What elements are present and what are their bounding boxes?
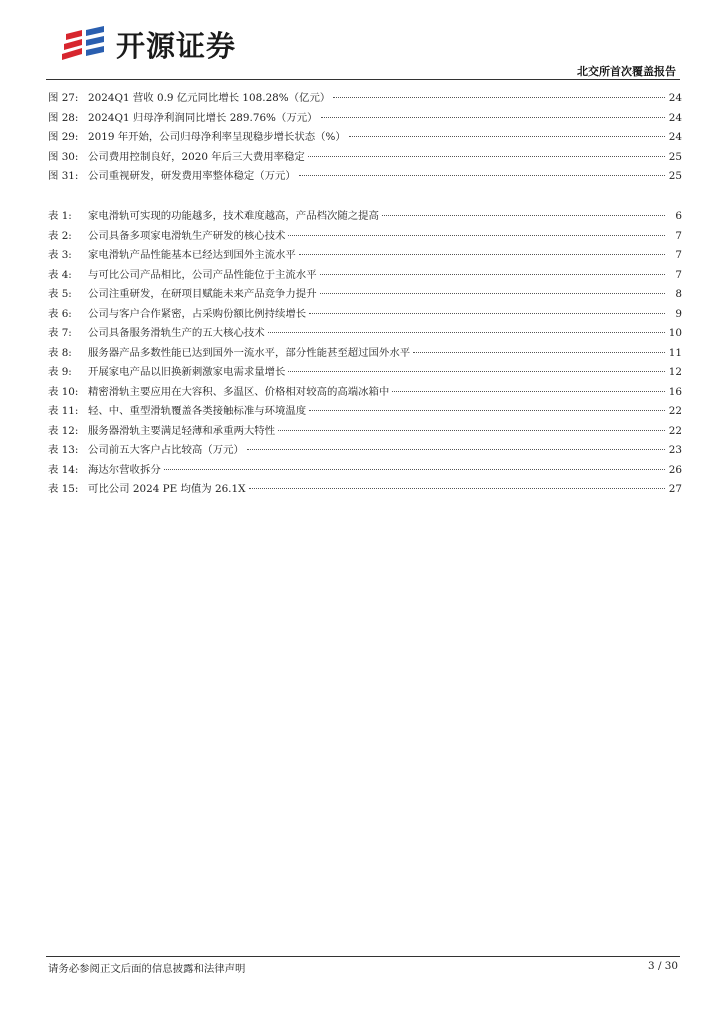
entry-title: 2019 年开始，公司归母净利率呈现稳步增长状态（%） (88, 131, 346, 143)
entry-number: 表 9: (48, 366, 72, 378)
dot-leader (382, 215, 665, 216)
dot-leader (288, 235, 665, 236)
dot-leader (320, 293, 665, 294)
dot-leader (308, 156, 665, 157)
entry-page: 27 (668, 483, 682, 495)
entry-number: 表 14: (48, 463, 79, 476)
toc-entry[interactable] (48, 109, 682, 129)
entry-page: 25 (668, 150, 682, 163)
entry-title: 公司前五大客户占比较高（万元） (88, 444, 244, 456)
entry-number: 图 30: (48, 150, 79, 163)
entry-page: 8 (675, 288, 682, 300)
entry-title: 可比公司 2024 PE 均值为 26.1X (88, 483, 246, 495)
entry-page: 7 (675, 229, 682, 242)
toc-entry[interactable] (48, 344, 682, 364)
dot-leader (247, 449, 665, 450)
dot-leader (320, 274, 665, 275)
toc-entry[interactable] (48, 89, 682, 109)
entry-number: 表 8: (48, 346, 72, 359)
entry-page: 12 (668, 366, 682, 378)
entry-page: 23 (668, 444, 682, 456)
toc-entry[interactable] (48, 305, 682, 325)
brand-mark-icon (60, 24, 112, 64)
entry-title: 公司费用控制良好，2020 年后三大费用率稳定 (88, 150, 305, 163)
dot-leader (268, 332, 665, 333)
entry-title: 公司具备多项家电滑轨生产研发的核心技术 (88, 229, 286, 242)
entry-title: 轻、中、重型滑轨覆盖各类接触标准与环境温度 (88, 405, 307, 417)
dot-leader (299, 254, 665, 255)
toc-entry[interactable] (48, 167, 682, 187)
toc-entry[interactable] (48, 402, 682, 422)
toc-entry[interactable] (48, 266, 682, 286)
dot-leader (288, 371, 665, 372)
entry-number: 图 29: (48, 131, 79, 143)
entry-title: 公司具备服务滑轨生产的五大核心技术 (88, 327, 265, 339)
toc-entry[interactable] (48, 441, 682, 461)
legal-disclaimer: 请务必参阅正文后面的信息披露和法律声明 (48, 963, 246, 975)
entry-page: 7 (675, 268, 682, 281)
entry-page: 24 (668, 92, 682, 104)
entry-page: 24 (668, 111, 682, 124)
entry-number: 表 4: (48, 268, 72, 281)
entry-page: 24 (668, 131, 682, 143)
toc-entry[interactable] (48, 480, 682, 500)
entry-title: 服务器产品多数性能已达到国外一流水平，部分性能甚至超过国外水平 (88, 346, 411, 359)
entry-page: 25 (668, 170, 682, 182)
entry-page: 16 (668, 385, 682, 398)
entry-number: 表 11: (48, 405, 79, 417)
entry-title: 家电滑轨可实现的功能越多，技术难度越高，产品档次随之提高 (88, 210, 379, 222)
report-type: 北交所首次覆盖报告 (577, 65, 676, 78)
header-divider (46, 79, 680, 80)
entry-title: 公司注重研发，在研项目赋能未来产品竞争力提升 (88, 288, 317, 300)
entry-number: 表 7: (48, 327, 72, 339)
entry-number: 表 2: (48, 229, 72, 242)
entry-title: 精密滑轨主要应用在大容积、多温区、价格相对较高的高端冰箱中 (88, 385, 390, 398)
figure-index (48, 89, 682, 187)
entry-title: 海达尔营收拆分 (88, 463, 161, 476)
entry-number: 图 31: (48, 170, 79, 182)
entry-number: 图 27: (48, 92, 79, 104)
toc-entry[interactable] (48, 285, 682, 305)
toc-entry[interactable] (48, 227, 682, 247)
dot-leader (309, 410, 665, 411)
toc-entry[interactable] (48, 207, 682, 227)
entry-title: 服务器滑轨主要满足轻薄和承重两大特性 (88, 424, 276, 437)
entry-number: 表 1: (48, 210, 72, 222)
dot-leader (321, 117, 666, 118)
dot-leader (299, 175, 665, 176)
dot-leader (309, 313, 665, 314)
footer-divider (46, 956, 680, 957)
toc-entry[interactable] (48, 324, 682, 344)
dot-leader (278, 430, 665, 431)
entry-page: 6 (675, 210, 682, 222)
entry-title: 2024Q1 归母净利润同比增长 289.76%（万元） (88, 111, 318, 124)
table-index (48, 207, 682, 500)
dot-leader (249, 488, 666, 489)
entry-page: 11 (668, 346, 682, 359)
entry-title: 公司与客户合作紧密，占采购份额比例持续增长 (88, 307, 307, 320)
entry-number: 表 10: (48, 385, 79, 398)
toc-entry[interactable] (48, 422, 682, 442)
entry-number: 表 15: (48, 483, 79, 495)
entry-page: 9 (675, 307, 682, 320)
entry-number: 表 6: (48, 307, 72, 320)
entry-title: 开展家电产品以旧换新刺激家电需求量增长 (88, 366, 286, 378)
entry-page: 22 (668, 424, 682, 437)
dot-leader (392, 391, 665, 392)
toc-entry[interactable] (48, 461, 682, 481)
entry-number: 表 13: (48, 444, 79, 456)
entry-title: 与可比公司产品相比，公司产品性能位于主流水平 (88, 268, 317, 281)
dot-leader (164, 469, 665, 470)
entry-page: 10 (668, 327, 682, 339)
toc-entry[interactable] (48, 128, 682, 148)
toc-entry[interactable] (48, 148, 682, 168)
entry-number: 表 3: (48, 249, 72, 261)
page-number: 3 / 30 (648, 960, 678, 972)
entry-page: 7 (675, 249, 682, 261)
entry-number: 表 5: (48, 288, 72, 300)
toc-entry[interactable] (48, 363, 682, 383)
toc-entry[interactable] (48, 246, 682, 266)
dot-leader (413, 352, 665, 353)
entry-number: 表 12: (48, 424, 79, 437)
brand-name: 开源证券 (116, 29, 237, 63)
dot-leader (333, 97, 665, 98)
entry-page: 26 (668, 463, 682, 476)
entry-title: 家电滑轨产品性能基本已经达到国外主流水平 (88, 249, 296, 261)
entry-page: 22 (668, 405, 682, 417)
entry-title: 公司重视研发，研发费用率整体稳定（万元） (88, 170, 296, 182)
toc-entry[interactable] (48, 383, 682, 403)
entry-number: 图 28: (48, 111, 79, 124)
entry-title: 2024Q1 营收 0.9 亿元同比增长 108.28%（亿元） (88, 92, 331, 104)
dot-leader (349, 136, 665, 137)
